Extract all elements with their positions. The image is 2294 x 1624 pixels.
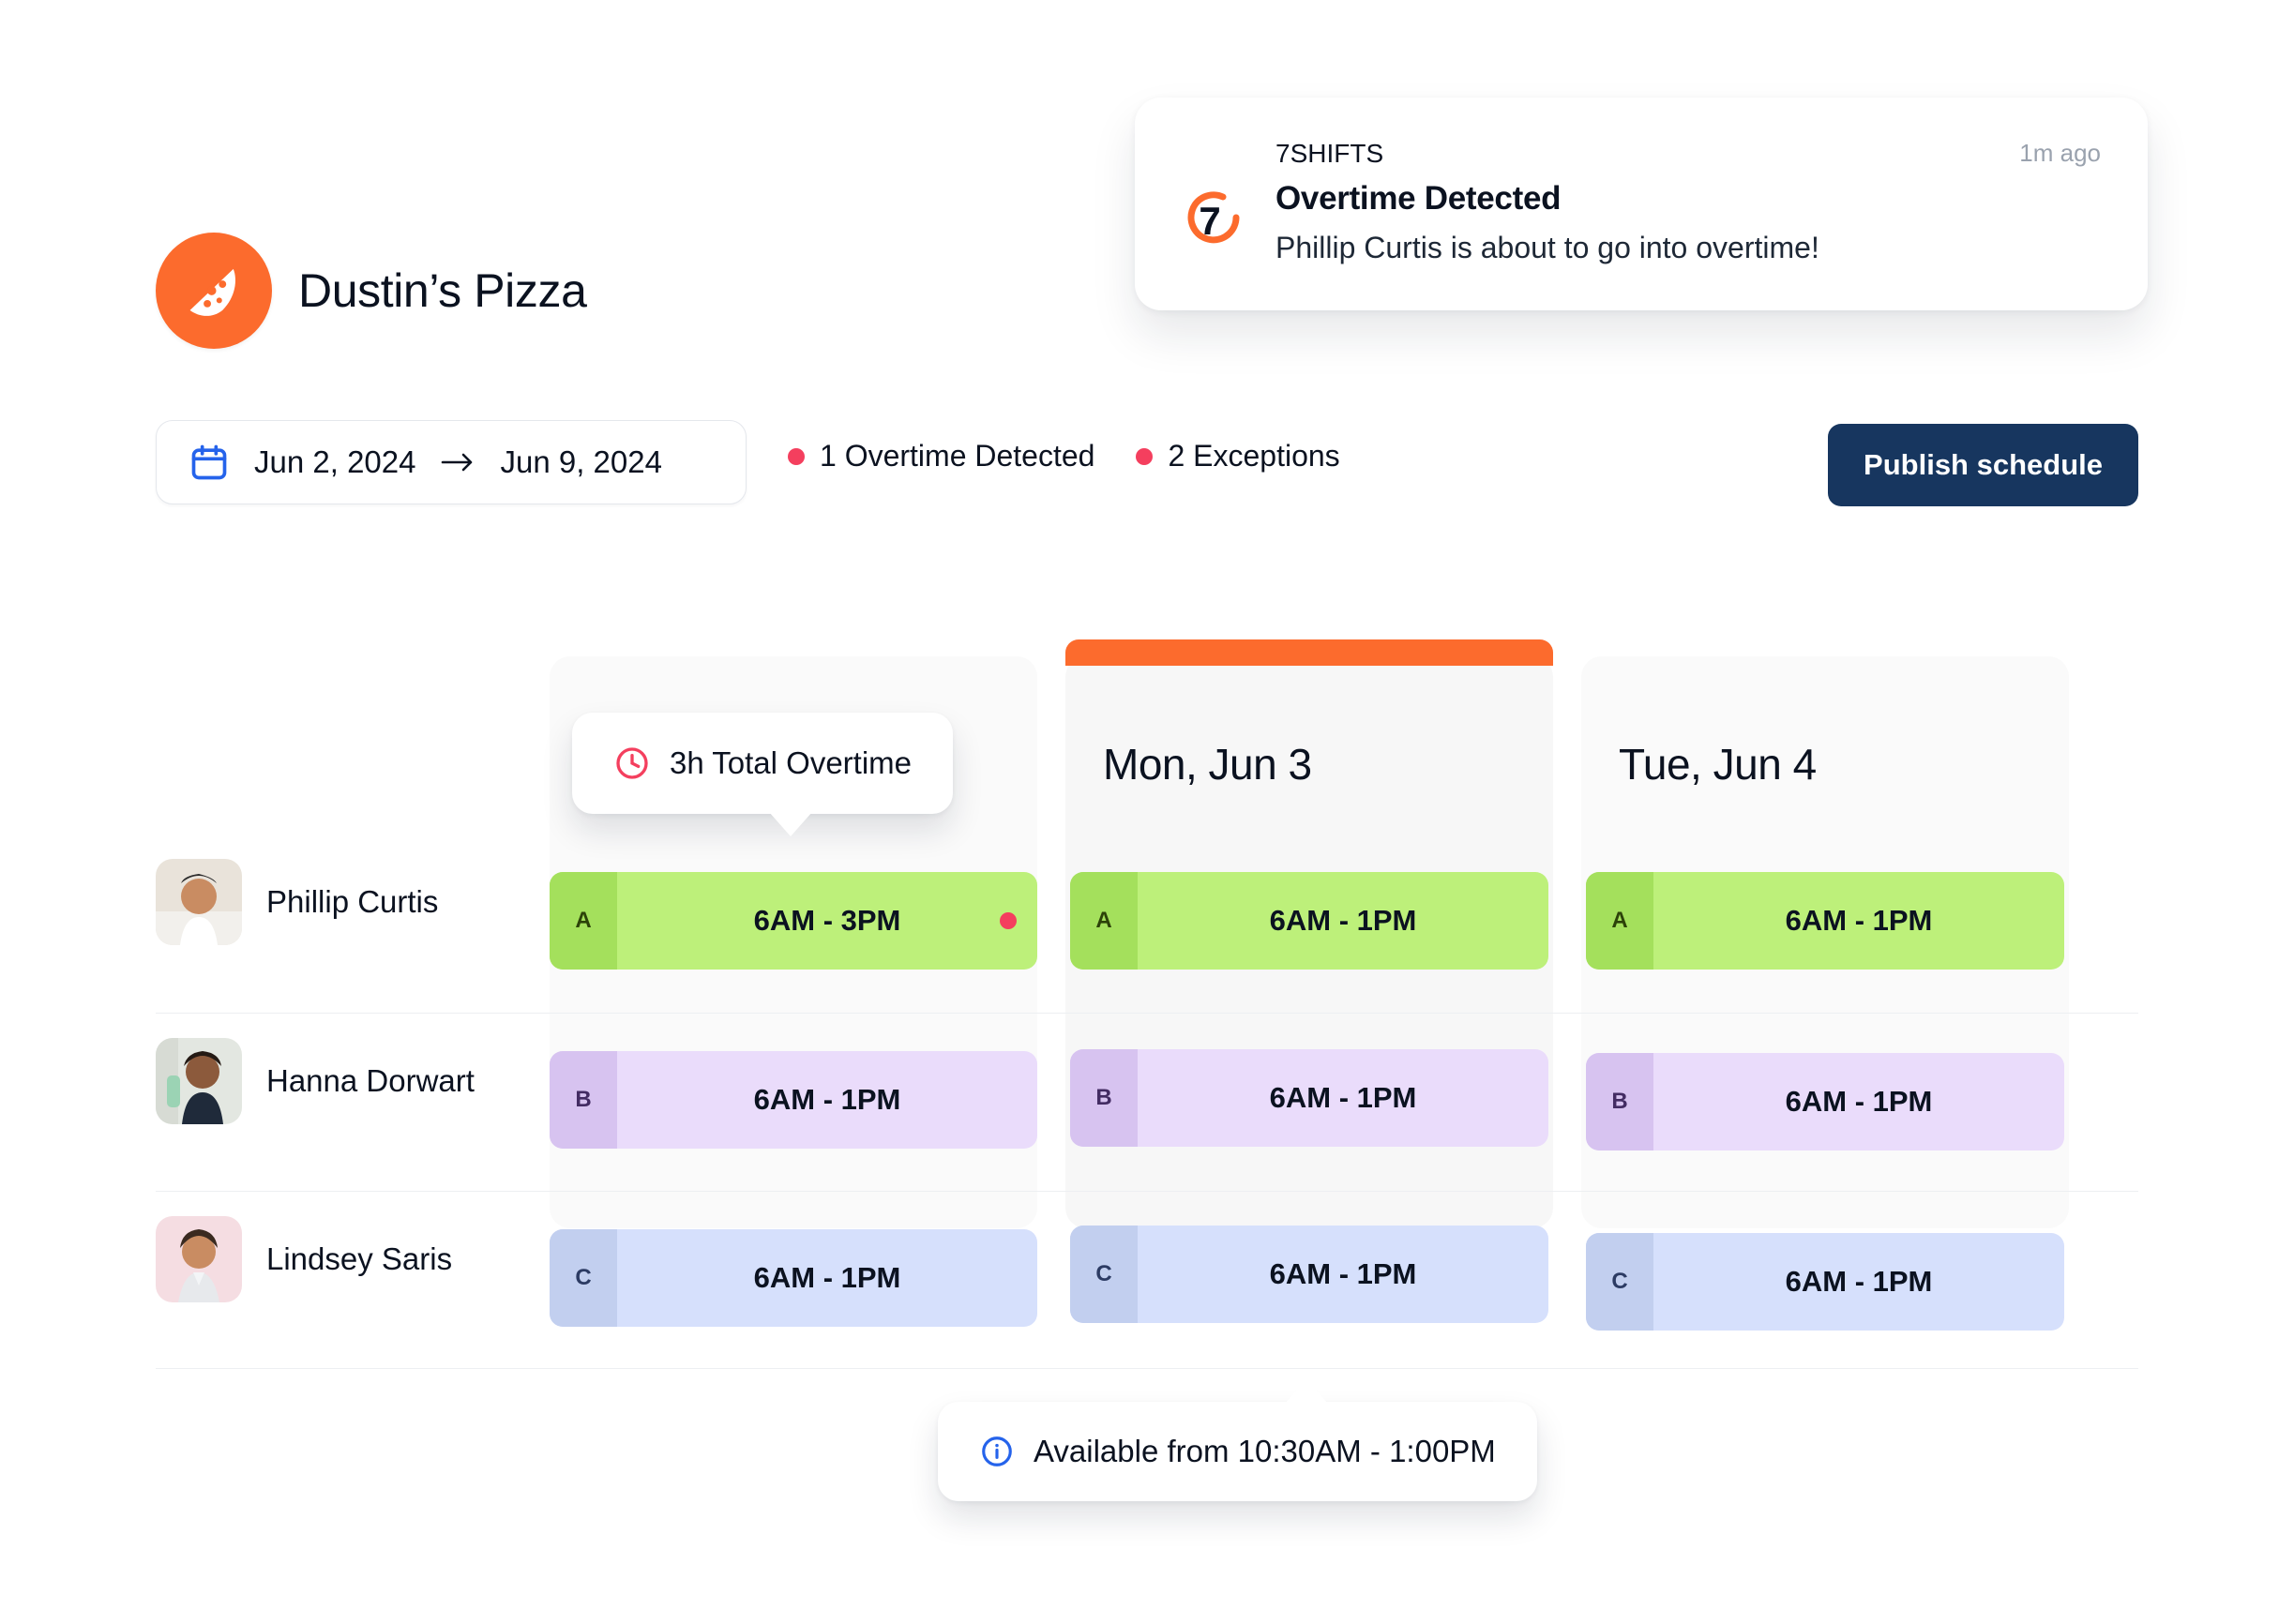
overtime-tooltip bbox=[572, 713, 953, 814]
stat-overtime-label: 1 Overtime Detected bbox=[820, 439, 1095, 473]
date-range-start: Jun 2, 2024 bbox=[254, 444, 416, 479]
notification-message: Phillip Curtis is about to go into overtime! bbox=[1275, 231, 1819, 264]
availability-tooltip bbox=[938, 1402, 1537, 1501]
shift-role-tag: B bbox=[1070, 1049, 1138, 1147]
shift-block[interactable] bbox=[1070, 1226, 1548, 1323]
availability-tooltip-label: Available from 10:30AM - 1:00PM bbox=[1034, 1434, 1496, 1468]
shift-time: 6AM - 3PM bbox=[753, 904, 901, 937]
calendar-icon bbox=[189, 442, 230, 483]
shift-role-tag: C bbox=[1586, 1233, 1653, 1331]
column-header-tue: Tue, Jun 4 bbox=[1619, 740, 1817, 789]
shift-time: 6AM - 1PM bbox=[753, 1261, 901, 1294]
shift-time: 6AM - 1PM bbox=[753, 1083, 901, 1116]
overtime-tooltip-label: 3h Total Overtime bbox=[670, 745, 913, 780]
employee-name: Hanna Dorwart bbox=[266, 1063, 475, 1098]
shift-block[interactable] bbox=[1586, 872, 2064, 970]
table-row bbox=[156, 1013, 2138, 1191]
shift-time: 6AM - 1PM bbox=[1785, 1085, 1933, 1118]
avatar-hanna-dorwart bbox=[156, 1038, 242, 1124]
notification-app-name: 7SHIFTS bbox=[1275, 139, 1384, 168]
clock-icon bbox=[613, 744, 651, 782]
shift-time: 6AM - 1PM bbox=[1269, 904, 1417, 937]
pizza-slice-icon bbox=[156, 233, 272, 349]
shift-role-tag: C bbox=[1070, 1226, 1138, 1323]
notification-toast[interactable] bbox=[1135, 98, 2148, 310]
shift-role-tag: A bbox=[550, 872, 617, 970]
shift-time: 6AM - 1PM bbox=[1785, 904, 1933, 937]
schedule-stats bbox=[788, 439, 1340, 474]
shift-block[interactable] bbox=[1586, 1053, 2064, 1150]
shift-block[interactable] bbox=[550, 1051, 1037, 1149]
arrow-right-icon bbox=[440, 450, 475, 474]
table-row bbox=[156, 1191, 2138, 1369]
date-range-end: Jun 9, 2024 bbox=[500, 444, 662, 479]
employee-cell[interactable] bbox=[156, 1216, 452, 1302]
shift-block[interactable] bbox=[1070, 872, 1548, 970]
shift-block[interactable] bbox=[550, 1229, 1037, 1327]
overtime-dot-icon bbox=[1000, 912, 1017, 929]
table-row bbox=[156, 835, 2138, 1013]
shift-role-tag: A bbox=[1070, 872, 1138, 970]
schedule-grid bbox=[156, 647, 2138, 1322]
employee-name: Phillip Curtis bbox=[266, 884, 439, 919]
date-range-picker[interactable] bbox=[156, 420, 747, 504]
status-dot-icon bbox=[788, 448, 805, 465]
notification-title: Overtime Detected bbox=[1275, 180, 1562, 217]
stat-exceptions-label: 2 Exceptions bbox=[1168, 439, 1340, 473]
employee-cell[interactable] bbox=[156, 859, 438, 945]
shift-block[interactable] bbox=[1586, 1233, 2064, 1331]
avatar-phillip-curtis bbox=[156, 859, 242, 945]
notification-timestamp: 1m ago bbox=[2019, 139, 2101, 167]
avatar-lindsey-saris bbox=[156, 1216, 242, 1302]
shift-role-tag: B bbox=[550, 1051, 617, 1149]
brand-name: Dustin’s Pizza bbox=[298, 264, 587, 317]
publish-schedule-button[interactable]: Publish schedule bbox=[1828, 424, 2138, 506]
shift-role-tag: B bbox=[1586, 1053, 1653, 1150]
stat-exceptions[interactable] bbox=[1136, 439, 1339, 474]
shift-role-tag: A bbox=[1586, 872, 1653, 970]
status-dot-icon bbox=[1136, 448, 1153, 465]
employee-name: Lindsey Saris bbox=[266, 1241, 453, 1276]
shift-block[interactable] bbox=[550, 872, 1037, 970]
stat-overtime[interactable] bbox=[788, 439, 1094, 474]
shift-time: 6AM - 1PM bbox=[1785, 1265, 1933, 1298]
info-circle-icon bbox=[979, 1434, 1015, 1469]
svg-text:7: 7 bbox=[1199, 199, 1221, 243]
column-header-mon: Mon, Jun 3 bbox=[1103, 740, 1312, 789]
shift-time: 6AM - 1PM bbox=[1269, 1081, 1417, 1114]
sevenshifts-logo-icon bbox=[1182, 186, 1245, 249]
shift-block[interactable] bbox=[1070, 1049, 1548, 1147]
brand-header bbox=[156, 233, 587, 349]
shift-time: 6AM - 1PM bbox=[1269, 1257, 1417, 1290]
tooltip-pointer bbox=[1285, 1379, 1328, 1404]
employee-cell[interactable] bbox=[156, 1038, 475, 1124]
shift-role-tag: C bbox=[550, 1229, 617, 1327]
